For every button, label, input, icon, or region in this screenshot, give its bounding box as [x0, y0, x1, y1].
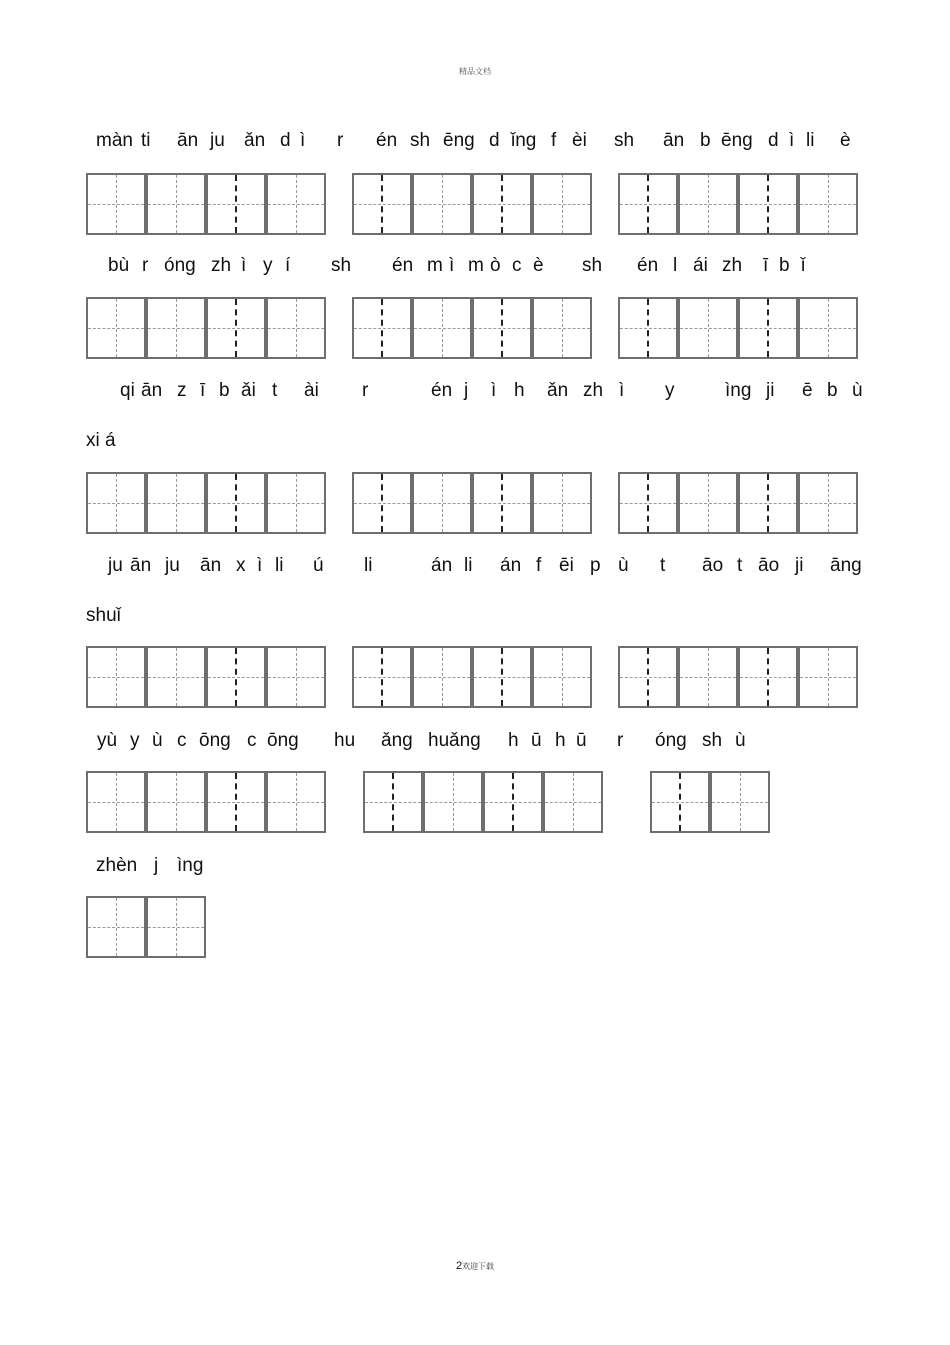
- writing-box[interactable]: [412, 173, 472, 235]
- tianzige-group: [86, 173, 326, 235]
- writing-box[interactable]: [412, 646, 472, 708]
- pinyin-line: [0, 376, 950, 406]
- pinyin-syllable: ōng: [267, 730, 299, 751]
- writing-box[interactable]: [266, 646, 326, 708]
- page-number: 2: [455, 1260, 463, 1272]
- pinyin-syllable: ōng: [199, 730, 231, 751]
- writing-box[interactable]: [798, 646, 858, 708]
- writing-box[interactable]: [423, 771, 483, 833]
- writing-box[interactable]: [206, 646, 266, 708]
- writing-box[interactable]: [266, 472, 326, 534]
- writing-box[interactable]: [352, 472, 412, 534]
- writing-box[interactable]: [86, 646, 146, 708]
- pinyin-syllable: li: [806, 130, 815, 151]
- pinyin-syllable: ì: [300, 130, 306, 151]
- pinyin-syllable: ài: [304, 380, 319, 401]
- pinyin-syllable: h: [555, 730, 566, 751]
- pinyin-syllable: ì: [449, 255, 455, 276]
- pinyin-syllable: āo: [758, 555, 780, 576]
- pinyin-syllable: ju: [165, 555, 180, 576]
- pinyin-line: [0, 726, 950, 756]
- pinyin-syllable: āng: [830, 555, 862, 576]
- pinyin-syllable: ān: [141, 380, 163, 401]
- pinyin-syllable: j: [464, 380, 469, 401]
- pinyin-syllable: màn: [96, 130, 133, 151]
- writing-box[interactable]: [86, 472, 146, 534]
- page-header: 精品文档: [459, 67, 491, 76]
- pinyin-syllable: r: [362, 380, 369, 401]
- writing-box[interactable]: [738, 646, 798, 708]
- pinyin-syllable: li: [464, 555, 473, 576]
- pinyin-syllable: m: [468, 255, 484, 276]
- pinyin-line: [0, 851, 950, 881]
- page-footer: [0, 1260, 950, 1272]
- pinyin-syllable: ì: [619, 380, 625, 401]
- writing-box[interactable]: [532, 646, 592, 708]
- pinyin-syllable: ǎng: [449, 730, 481, 751]
- writing-box[interactable]: [678, 472, 738, 534]
- pinyin-syllable: xi á: [86, 430, 116, 451]
- writing-box[interactable]: [146, 896, 206, 958]
- pinyin-syllable: c: [177, 730, 187, 751]
- pinyin-syllable: én: [376, 130, 398, 151]
- pinyin-syllable: yù: [97, 730, 118, 751]
- pinyin-syllable: ān: [130, 555, 152, 576]
- pinyin-syllable: án: [431, 555, 453, 576]
- writing-box[interactable]: [266, 173, 326, 235]
- pinyin-syllable: ēng: [721, 130, 753, 151]
- tianzige-group: [618, 173, 858, 235]
- pinyin-syllable: hu: [428, 730, 450, 751]
- pinyin-syllable: ǎn: [244, 130, 266, 151]
- pinyin-syllable: ǎn: [547, 380, 569, 401]
- pinyin-syllable: zhèn: [96, 855, 138, 876]
- pinyin-syllable: x: [236, 555, 246, 576]
- tianzige-group: [618, 646, 858, 708]
- pinyin-syllable: b: [700, 130, 711, 151]
- pinyin-syllable: ji: [795, 555, 804, 576]
- pinyin-syllable: ī: [763, 255, 769, 276]
- pinyin-syllable: ù: [852, 380, 863, 401]
- pinyin-syllable: h: [508, 730, 519, 751]
- writing-box[interactable]: [352, 646, 412, 708]
- writing-box[interactable]: [738, 472, 798, 534]
- tianzige-group: [352, 646, 592, 708]
- tianzige-group: [650, 771, 770, 833]
- tianzige-group: [86, 297, 326, 359]
- pinyin-syllable: bù: [108, 255, 130, 276]
- writing-box[interactable]: [363, 771, 423, 833]
- pinyin-syllable: ìng: [725, 380, 752, 401]
- pinyin-line: [0, 551, 950, 581]
- pinyin-syllable: ì: [789, 130, 795, 151]
- pinyin-line-continuation: [0, 426, 950, 456]
- writing-box[interactable]: [618, 646, 678, 708]
- tianzige-group: [618, 472, 858, 534]
- pinyin-syllable: ò: [490, 255, 501, 276]
- pinyin-syllable: ū: [576, 730, 587, 751]
- pinyin-syllable: ái: [693, 255, 708, 276]
- writing-box[interactable]: [146, 646, 206, 708]
- writing-box[interactable]: [412, 297, 472, 359]
- pinyin-syllable: én: [431, 380, 453, 401]
- tianzige-group: [352, 297, 592, 359]
- writing-box[interactable]: [206, 472, 266, 534]
- pinyin-syllable: y: [665, 380, 675, 401]
- pinyin-syllable: óng: [164, 255, 196, 276]
- pinyin-syllable: í: [285, 255, 291, 276]
- pinyin-syllable: shuǐ: [86, 605, 121, 626]
- pinyin-syllable: c: [247, 730, 257, 751]
- pinyin-syllable: ì: [491, 380, 497, 401]
- writing-box[interactable]: [532, 173, 592, 235]
- pinyin-syllable: én: [392, 255, 414, 276]
- pinyin-syllable: èi: [572, 130, 587, 151]
- writing-box[interactable]: [543, 771, 603, 833]
- pinyin-syllable: r: [142, 255, 149, 276]
- writing-box[interactable]: [86, 771, 146, 833]
- writing-box[interactable]: [618, 297, 678, 359]
- pinyin-line: [0, 126, 950, 156]
- pinyin-syllable: ì: [241, 255, 247, 276]
- pinyin-line-continuation: [0, 601, 950, 631]
- pinyin-syllable: ān: [663, 130, 685, 151]
- pinyin-syllable: b: [779, 255, 790, 276]
- writing-box[interactable]: [206, 771, 266, 833]
- tianzige-group: [86, 771, 326, 833]
- writing-box[interactable]: [618, 173, 678, 235]
- tianzige-group: [352, 173, 592, 235]
- pinyin-syllable: t: [660, 555, 666, 576]
- writing-box[interactable]: [618, 472, 678, 534]
- pinyin-syllable: ē: [802, 380, 813, 401]
- pinyin-syllable: h: [514, 380, 525, 401]
- pinyin-syllable: f: [536, 555, 542, 576]
- pinyin-syllable: p: [590, 555, 601, 576]
- pinyin-syllable: d: [489, 130, 500, 151]
- pinyin-syllable: è: [533, 255, 544, 276]
- pinyin-syllable: sh: [582, 255, 603, 276]
- pinyin-syllable: sh: [410, 130, 431, 151]
- pinyin-syllable: t: [737, 555, 743, 576]
- pinyin-syllable: l: [673, 255, 678, 276]
- pinyin-syllable: ǐng: [511, 130, 537, 151]
- writing-box[interactable]: [86, 896, 146, 958]
- pinyin-syllable: r: [337, 130, 344, 151]
- writing-box[interactable]: [146, 173, 206, 235]
- pinyin-syllable: ù: [735, 730, 746, 751]
- pinyin-syllable: ji: [766, 380, 775, 401]
- writing-box[interactable]: [650, 771, 710, 833]
- pinyin-syllable: ù: [152, 730, 163, 751]
- tianzige-group: [618, 297, 858, 359]
- writing-box[interactable]: [146, 472, 206, 534]
- pinyin-syllable: ìng: [177, 855, 204, 876]
- pinyin-syllable: f: [551, 130, 557, 151]
- pinyin-syllable: d: [768, 130, 779, 151]
- pinyin-syllable: ú: [313, 555, 324, 576]
- writing-box[interactable]: [483, 771, 543, 833]
- pinyin-syllable: sh: [614, 130, 635, 151]
- pinyin-syllable: ān: [177, 130, 199, 151]
- pinyin-syllable: ān: [200, 555, 222, 576]
- pinyin-syllable: ī: [200, 380, 206, 401]
- pinyin-syllable: y: [130, 730, 140, 751]
- writing-box[interactable]: [266, 297, 326, 359]
- pinyin-syllable: án: [500, 555, 522, 576]
- writing-box[interactable]: [472, 297, 532, 359]
- writing-box[interactable]: [472, 173, 532, 235]
- tianzige-group: [352, 472, 592, 534]
- tianzige-group: [86, 896, 206, 958]
- pinyin-syllable: ju: [108, 555, 123, 576]
- writing-box[interactable]: [472, 646, 532, 708]
- pinyin-syllable: j: [154, 855, 159, 876]
- writing-box[interactable]: [738, 173, 798, 235]
- pinyin-line: [0, 251, 950, 281]
- pinyin-syllable: óng: [655, 730, 687, 751]
- pinyin-syllable: t: [272, 380, 278, 401]
- pinyin-syllable: m: [427, 255, 443, 276]
- writing-box[interactable]: [352, 173, 412, 235]
- pinyin-syllable: b: [219, 380, 230, 401]
- pinyin-syllable: zh: [722, 255, 743, 276]
- pinyin-syllable: ū: [531, 730, 542, 751]
- pinyin-syllable: li: [275, 555, 284, 576]
- writing-box[interactable]: [678, 646, 738, 708]
- pinyin-syllable: r: [617, 730, 624, 751]
- writing-box[interactable]: [798, 173, 858, 235]
- pinyin-syllable: z: [177, 380, 187, 401]
- tianzige-group: [86, 472, 326, 534]
- writing-box[interactable]: [206, 297, 266, 359]
- pinyin-syllable: qi: [120, 380, 135, 401]
- tianzige-group: [363, 771, 603, 833]
- writing-box[interactable]: [86, 297, 146, 359]
- pinyin-syllable: hu: [334, 730, 356, 751]
- footer-text: 欢迎下载: [462, 1262, 495, 1271]
- pinyin-syllable: ju: [210, 130, 225, 151]
- writing-box[interactable]: [146, 771, 206, 833]
- pinyin-syllable: ù: [618, 555, 629, 576]
- writing-box[interactable]: [412, 472, 472, 534]
- writing-box[interactable]: [206, 173, 266, 235]
- pinyin-syllable: y: [263, 255, 273, 276]
- pinyin-syllable: ēng: [443, 130, 475, 151]
- writing-box[interactable]: [532, 297, 592, 359]
- writing-box[interactable]: [352, 297, 412, 359]
- pinyin-syllable: ǐ: [801, 255, 806, 276]
- writing-box[interactable]: [532, 472, 592, 534]
- pinyin-syllable: li: [364, 555, 373, 576]
- writing-box[interactable]: [678, 173, 738, 235]
- pinyin-syllable: zh: [211, 255, 232, 276]
- writing-box[interactable]: [146, 297, 206, 359]
- writing-box[interactable]: [798, 297, 858, 359]
- pinyin-syllable: c: [512, 255, 522, 276]
- pinyin-syllable: ǎi: [241, 380, 256, 401]
- pinyin-syllable: én: [637, 255, 659, 276]
- writing-box[interactable]: [266, 771, 326, 833]
- tianzige-group: [86, 646, 326, 708]
- pinyin-syllable: ǎng: [381, 730, 413, 751]
- pinyin-syllable: ēi: [559, 555, 574, 576]
- pinyin-syllable: ì: [257, 555, 263, 576]
- writing-box[interactable]: [472, 472, 532, 534]
- pinyin-syllable: b: [827, 380, 838, 401]
- writing-box[interactable]: [86, 173, 146, 235]
- pinyin-syllable: è: [840, 130, 851, 151]
- pinyin-syllable: sh: [331, 255, 352, 276]
- pinyin-syllable: āo: [702, 555, 724, 576]
- writing-box[interactable]: [738, 297, 798, 359]
- pinyin-syllable: ti: [141, 130, 151, 151]
- writing-box[interactable]: [678, 297, 738, 359]
- writing-box[interactable]: [798, 472, 858, 534]
- pinyin-syllable: zh: [583, 380, 604, 401]
- writing-box[interactable]: [710, 771, 770, 833]
- pinyin-syllable: sh: [702, 730, 723, 751]
- pinyin-syllable: d: [280, 130, 291, 151]
